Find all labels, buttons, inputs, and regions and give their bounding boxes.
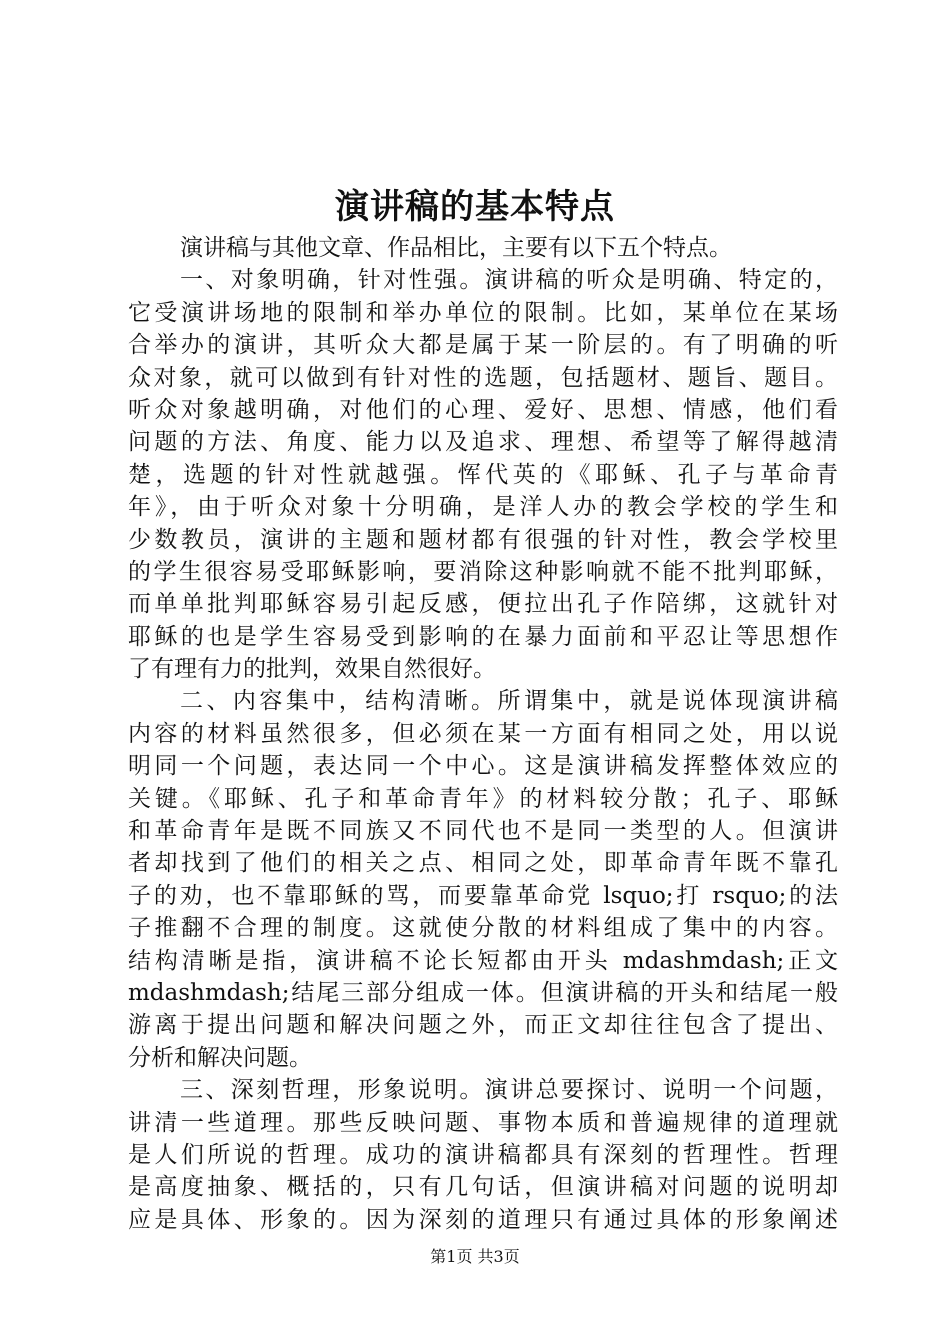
text-line: 众对象，就可以做到有针对性的选题，包括题材、题旨、题目。 — [128, 364, 838, 391]
text-line: 和革命青年是既不同族又不同代也不是同一类型的人。但演讲 — [128, 818, 838, 845]
text-line: 子推翻不合理的制度。这就使分散的材料组成了集中的内容。 — [128, 915, 838, 942]
text-line: 一、对象明确，针对性强。演讲稿的听众是明确、特定的， — [180, 267, 838, 294]
text-line: mdashmdash;结尾三部分组成一体。但演讲稿的开头和结尾一般 — [128, 979, 838, 1006]
text-line: 者却找到了他们的相关之点、相同之处，即革命青年既不靠孔 — [128, 850, 838, 877]
text-line: 关键。《耶稣、孔子和革命青年》的材料较分散；孔子、耶稣 — [128, 785, 838, 812]
text-line: 它受演讲场地的限制和举办单位的限制。比如，某单位在某场 — [128, 299, 838, 326]
text-line: 问题的方法、角度、能力以及追求、理想、希望等了解得越清 — [128, 429, 838, 456]
text-line: 是高度抽象、概括的，只有几句话，但演讲稿对问题的说明却 — [128, 1174, 838, 1201]
text-line: 听众对象越明确，对他们的心理、爱好、思想、情感，他们看 — [128, 396, 838, 423]
text-line: 而单单批判耶稣容易引起反感，便拉出孔子作陪绑，这就针对 — [128, 591, 838, 618]
text-line: 讲清一些道理。那些反映问题、事物本质和普遍规律的道理就 — [128, 1109, 838, 1136]
text-line: 是人们所说的哲理。成功的演讲稿都具有深刻的哲理性。哲理 — [128, 1141, 838, 1168]
text-line: 分析和解决问题。 — [128, 1044, 312, 1071]
text-line: 楚，选题的针对性就越强。恽代英的《耶稣、孔子与革命青 — [128, 461, 838, 488]
text-line: 了有理有力的批判，效果自然很好。 — [128, 656, 496, 683]
document-title: 演讲稿的基本特点 — [335, 187, 615, 227]
text-line: 游离于提出问题和解决问题之外，而正文却往往包含了提出、 — [128, 1012, 838, 1039]
text-line: 合举办的演讲，其听众大都是属于某一阶层的。有了明确的听 — [128, 332, 838, 359]
text-line: 二、内容集中，结构清晰。所谓集中，就是说体现演讲稿 — [180, 688, 838, 715]
text-line: 年》，由于听众对象十分明确，是洋人办的教会学校的学生和 — [128, 494, 838, 521]
text-line: 明同一个问题，表达同一个中心。这是演讲稿发挥整体效应的 — [128, 753, 838, 780]
text-line: 子的劝，也不靠耶稣的骂，而要靠革命党 lsquo;打 rsquo;的法 — [128, 882, 838, 909]
text-line: 内容的材料虽然很多，但必须在某一方面有相同之处，用以说 — [128, 720, 838, 747]
text-line: 应是具体、形象的。因为深刻的道理只有通过具体的形象阐述 — [128, 1206, 838, 1233]
text-line: 三、深刻哲理，形象说明。演讲总要探讨、说明一个问题， — [180, 1077, 838, 1104]
document-body — [128, 232, 838, 1236]
text-line: 的学生很容易受耶稣影响，要消除这种影响就不能不批判耶稣， — [128, 558, 838, 585]
text-line: 结构清晰是指，演讲稿不论长短都由开头 mdashmdash;正文 — [128, 947, 838, 974]
text-line: 耶稣的也是学生容易受到影响的在暴力面前和平忍让等思想作 — [128, 623, 838, 650]
page-footer: 第1页 共3页 — [430, 1247, 520, 1266]
text-line: 少数教员，演讲的主题和题材都有很强的针对性，教会学校里 — [128, 526, 838, 553]
text-line: 演讲稿与其他文章、作品相比，主要有以下五个特点。 — [180, 235, 732, 261]
